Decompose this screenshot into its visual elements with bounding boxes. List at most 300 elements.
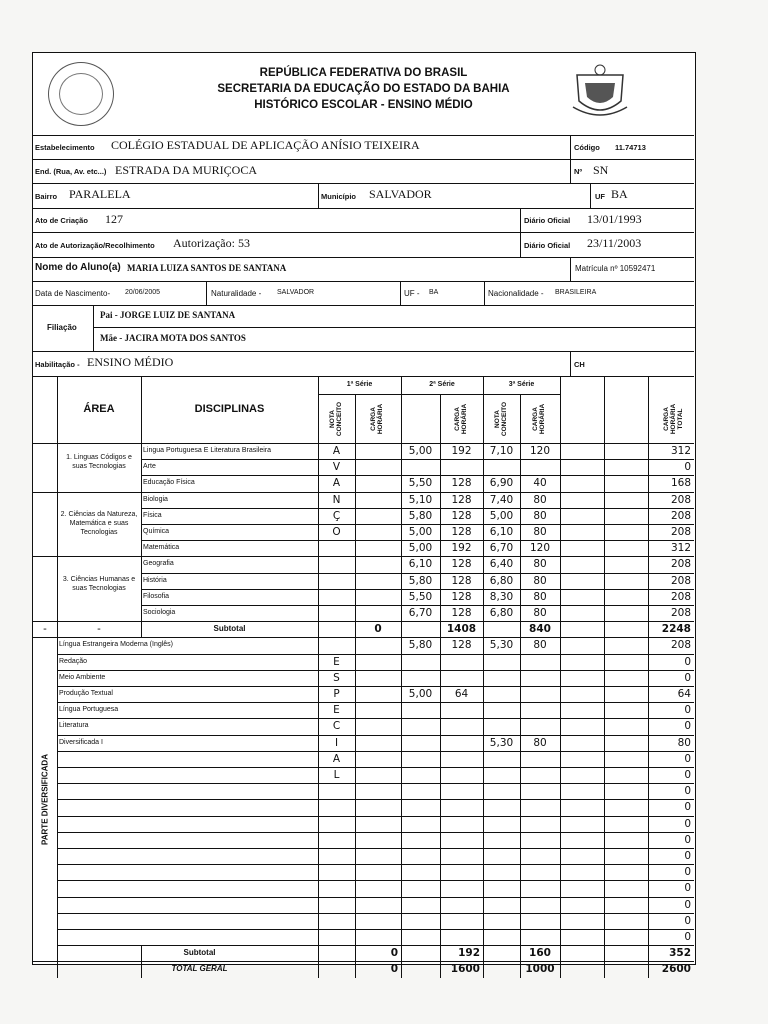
div-nota-serie-1: P (333, 688, 340, 700)
ato-autorizacao-label: Ato de Autorização/Recolhimento (35, 241, 155, 250)
total-geral-total: 2600 (661, 963, 691, 976)
nota-serie-3: 6,10 (489, 526, 514, 538)
discipline-name: Lingua Portuguesa E Literatura Brasileira (143, 447, 272, 454)
div-nota-serie-3 (483, 929, 520, 945)
col-line (520, 394, 521, 978)
area-label: 2. Ciências da Natureza, Matemática e suas Tecnologias (60, 511, 138, 536)
div-carga-serie-2 (440, 767, 483, 783)
estab-label: Estabelecimento (35, 143, 95, 152)
col-line (57, 376, 58, 978)
div-carga-serie-3 (520, 686, 560, 702)
nota-serie-2: 6,10 (408, 558, 433, 571)
carga-total: 208 (670, 493, 691, 506)
div-discipline-name: Língua Estrangeira Moderna (Inglês) (59, 641, 174, 649)
div-carga-total: 64 (677, 688, 691, 700)
filiacao-label: Filiação (47, 323, 77, 332)
div-discipline-name (57, 864, 318, 880)
nota-serie-3: 6,80 (489, 574, 514, 587)
div-row-line (57, 945, 694, 946)
habilitacao-label: Habilitação - (35, 360, 80, 369)
carga-serie-2: 128 (451, 526, 472, 538)
area-label: 3. Ciências Humanas e suas Tecnologias (62, 575, 136, 592)
div-carga-serie-2 (440, 929, 483, 945)
nota-serie-1: O (332, 526, 341, 538)
div-carga-serie-3 (520, 832, 560, 848)
div-discipline-name: Meio Ambiente (59, 673, 106, 681)
nota-serie-1 (318, 556, 355, 572)
div-carga-serie-3 (520, 799, 560, 815)
div-discipline-name (57, 751, 318, 767)
codigo-label: Código (574, 143, 600, 152)
nasc-label: Data de Nascimento- (35, 289, 111, 298)
nota-serie-2: 5,80 (408, 574, 433, 587)
nota-conceito-s3-header: NOTA CONCEITO (493, 401, 508, 436)
carga-serie-3 (520, 459, 560, 475)
carga-serie-3: 120 (529, 542, 551, 555)
row-line (141, 573, 694, 574)
div-discipline-name (57, 929, 318, 945)
nota-serie-2: 5,50 (408, 477, 433, 490)
row-line (141, 540, 694, 541)
col-line (141, 376, 142, 637)
div-nota-serie-3: 5,30 (489, 639, 514, 652)
discipline-name: Sociologia (143, 609, 176, 616)
nacionalidade-label: Nacionalidade - (488, 289, 544, 298)
div-carga-serie-2 (440, 718, 483, 734)
div-row-line (57, 751, 694, 752)
div-carga-serie-2 (440, 670, 483, 686)
div-nota-serie-1 (318, 880, 355, 896)
row-line (141, 475, 694, 476)
municipio-label: Município (321, 192, 356, 201)
nota-serie-1: Ç (332, 509, 341, 522)
carga-serie-3: 80 (533, 607, 547, 619)
serie-1-header: 1ª Série (346, 381, 373, 388)
div-discipline-name (57, 832, 318, 848)
div-carga-total: 0 (684, 785, 691, 798)
carga-total: 208 (670, 574, 691, 587)
div-carga-total: 80 (677, 736, 691, 749)
div-nota-serie-1: C (332, 720, 341, 733)
div-nota-serie-1: L (333, 769, 340, 781)
discipline-name: Educação Física (143, 479, 195, 487)
carga-serie-2: 128 (451, 493, 472, 506)
div-carga-serie-2 (440, 913, 483, 929)
div-nota-serie-2 (401, 735, 440, 751)
div-carga-serie-2 (440, 832, 483, 848)
codigo-value: 11.74713 (615, 143, 646, 152)
row-estabelecimento (33, 135, 694, 160)
div-discipline-name (57, 783, 318, 799)
discipline-name: Física (143, 511, 162, 519)
div-nota-serie-2 (401, 799, 440, 815)
end-label: End. (Rua, Av. etc...) (35, 167, 107, 176)
carga-horaria-s3-header: CARGA HORÁRIA (532, 403, 546, 434)
naturalidade-value: SALVADOR (277, 289, 315, 296)
div-carga-serie-3 (520, 670, 560, 686)
discipline-name: Biologia (143, 495, 168, 503)
div-nota-serie-3 (483, 686, 520, 702)
row-filiacao (33, 305, 694, 352)
div-row-line (57, 654, 694, 655)
subtotal2-total: 352 (669, 947, 691, 960)
nota-serie-1 (318, 540, 355, 556)
div-nota-serie-3 (483, 897, 520, 913)
subtotal2-serie-2: 192 (458, 947, 480, 960)
carga-total: 312 (670, 542, 691, 555)
div-row-line (57, 767, 694, 768)
parte-diversificada-label: PARTE DIVERSIFICADA (40, 754, 50, 846)
div-carga-serie-3 (520, 913, 560, 929)
subtotal-dash-2: - (97, 623, 101, 636)
area-header: ÁREA (83, 403, 115, 415)
discipline-name: Química (143, 528, 170, 535)
carga-total: 208 (670, 558, 691, 571)
div-carga-total: 0 (684, 655, 691, 668)
carga-total: 168 (670, 477, 691, 490)
div-nota-serie-2 (401, 751, 440, 767)
num-label: Nº (574, 167, 583, 176)
div-discipline-name: Redação (59, 657, 88, 665)
carga-serie-2: 192 (451, 445, 472, 457)
div-nota-serie-1 (318, 929, 355, 945)
div-nota-serie-1 (318, 913, 355, 929)
diario2-value: 23/11/2003 (587, 236, 642, 250)
div-nota-serie-2: 5,80 (408, 639, 433, 652)
nome-value: MARIA LUIZA SANTOS DE SANTANA (127, 263, 287, 273)
div-nota-serie-1: I (334, 736, 339, 749)
div-nota-serie-1 (318, 783, 355, 799)
div-discipline-name (57, 799, 318, 815)
div-carga-serie-2 (440, 735, 483, 751)
nota-serie-3: 6,90 (489, 477, 514, 490)
nota-serie-1 (318, 605, 355, 621)
div-carga-serie-2 (440, 897, 483, 913)
div-carga-serie-3: 80 (533, 736, 547, 749)
bairro-value: PARALELA (69, 187, 131, 201)
row-line (141, 605, 694, 606)
div-carga-total: 0 (684, 914, 691, 927)
div-nota-serie-1 (318, 848, 355, 864)
row-line (33, 556, 694, 557)
carga-serie-2: 128 (451, 558, 472, 571)
row-bairro (33, 183, 694, 209)
div-carga-serie-2 (440, 751, 483, 767)
diario1-label: Diário Oficial (524, 216, 571, 225)
nota-serie-2: 5,80 (408, 509, 433, 522)
row-ato-autorizacao (33, 232, 694, 258)
nota-serie-1 (318, 589, 355, 605)
num-value: SN (593, 163, 609, 177)
matricula: Matrícula nº 10592471 (575, 264, 656, 273)
div-discipline-name: Literatura (59, 722, 89, 730)
subtotal-label: Subtotal (213, 624, 246, 634)
row-ato-criacao (33, 208, 694, 233)
end-value: ESTRADA DA MURIÇOCA (115, 163, 258, 177)
div-discipline-name (57, 880, 318, 896)
header-line-1: REPÚBLICA FEDERATIVA DO BRASIL (259, 67, 468, 79)
mae-value: Mãe - JACIRA MOTA DOS SANTOS (100, 333, 246, 343)
subtotal2-serie-1: 0 (390, 947, 398, 960)
nota-serie-2: 5,10 (408, 493, 433, 506)
carga-serie-2: 128 (451, 574, 472, 587)
carga-serie-2 (440, 459, 483, 475)
div-nota-serie-3 (483, 832, 520, 848)
row-habilitacao (33, 351, 694, 377)
div-nota-serie-2 (401, 832, 440, 848)
div-nota-serie-1 (318, 832, 355, 848)
div-discipline-name (57, 767, 318, 783)
div-top-line (33, 637, 694, 638)
area-label: 1. Linguas Códigos e suas Tecnologias (66, 454, 132, 471)
div-row-line (57, 718, 694, 719)
header-line-2: SECRETARIA DA EDUCAÇÃO DO ESTADO DA BAHIA (217, 83, 510, 95)
carga-serie-3: 80 (533, 509, 547, 522)
div-carga-total: 0 (684, 752, 691, 765)
total-geral-serie-2: 1600 (450, 963, 480, 976)
div-nota-serie-1: A (332, 752, 341, 765)
div-nota-serie-3 (483, 670, 520, 686)
div-carga-serie-3 (520, 718, 560, 734)
uf-label: UF (595, 192, 605, 201)
nota-serie-2: 5,50 (408, 590, 433, 603)
nota-serie-1: A (332, 477, 341, 490)
col-line (440, 394, 441, 978)
municipio-value: SALVADOR (369, 187, 432, 201)
div-carga-total: 0 (684, 866, 691, 879)
header-bottom-line (33, 443, 694, 444)
div-nota-serie-3 (483, 880, 520, 896)
carga-serie-2: 128 (451, 590, 472, 603)
div-discipline-name (57, 848, 318, 864)
div-carga-serie-2 (440, 783, 483, 799)
carga-serie-2: 128 (451, 607, 472, 619)
div-carga-total: 208 (670, 639, 691, 652)
total-line (33, 961, 694, 962)
nota-serie-1: V (332, 461, 341, 474)
div-carga-serie-2 (440, 848, 483, 864)
nota-serie-1: A (332, 445, 341, 457)
nota-serie-3 (483, 459, 520, 475)
carga-serie-3: 80 (533, 590, 547, 603)
header-line-3: HISTÓRICO ESCOLAR - ENSINO MÉDIO (254, 99, 473, 111)
div-carga-total: 0 (684, 769, 691, 781)
nota-serie-3: 7,40 (489, 493, 514, 506)
div-carga-serie-3 (520, 751, 560, 767)
serie-3-header: 3ª Série (508, 381, 535, 388)
uf-aluno-label: UF - (404, 289, 420, 298)
carga-serie-3: 120 (529, 445, 551, 457)
subtotal-serie-1: 0 (374, 623, 382, 636)
div-row-line (57, 864, 694, 865)
div-carga-serie-3 (520, 654, 560, 670)
carga-total: 208 (670, 526, 691, 538)
div-discipline-name (57, 913, 318, 929)
div-nota-serie-2 (401, 848, 440, 864)
div-row-line (57, 832, 694, 833)
div-nota-serie-3 (483, 816, 520, 832)
total-geral-serie-3: 1000 (525, 963, 555, 976)
document-header (33, 53, 694, 136)
subtotal-serie-2: 1408 (446, 623, 477, 636)
diario1-value: 13/01/1993 (587, 212, 642, 226)
carga-serie-2: 128 (451, 509, 472, 522)
div-carga-serie-3 (520, 783, 560, 799)
div-discipline-name: Diversificada I (59, 738, 103, 746)
div-row-line (57, 897, 694, 898)
div-nota-serie-1 (318, 864, 355, 880)
div-nota-serie-2 (401, 670, 440, 686)
div-nota-serie-2 (401, 767, 440, 783)
ato-autorizacao-value: Autorização: 53 (173, 236, 250, 250)
col-line (401, 376, 402, 978)
subtotal-total: 2248 (661, 623, 691, 636)
nota-serie-2: 5,00 (408, 526, 433, 538)
div-carga-serie-2 (440, 799, 483, 815)
div-row-line (57, 735, 694, 736)
carga-serie-3: 80 (533, 558, 547, 571)
nota-conceito-s1-header: NOTA CONCEITO (328, 401, 343, 436)
div-carga-serie-3 (520, 848, 560, 864)
div-nota-serie-2 (401, 718, 440, 734)
div-carga-serie-2 (440, 880, 483, 896)
div-nota-serie-2 (401, 783, 440, 799)
naturalidade-label: Naturalidade - (211, 289, 262, 298)
div-discipline-name (57, 897, 318, 913)
div-carga-total: 0 (684, 704, 691, 717)
div-nota-serie-2: 5,00 (408, 688, 433, 700)
div-carga-serie-3 (520, 767, 560, 783)
discipline-name: História (143, 576, 167, 584)
div-carga-serie-3 (520, 897, 560, 913)
discipline-name: Geografia (143, 560, 174, 568)
div-carga-total: 0 (684, 671, 691, 684)
col-line (355, 394, 356, 978)
div-nota-serie-3: 5,30 (489, 736, 514, 749)
nasc-value: 20/06/2005 (125, 289, 161, 296)
school-transcript (32, 52, 696, 976)
div-nota-serie-2 (401, 654, 440, 670)
div-carga-total: 0 (684, 898, 691, 911)
subtotal-serie-3: 840 (529, 623, 551, 636)
div-row-line (57, 848, 694, 849)
div-carga-total: 0 (684, 931, 691, 943)
div-carga-total: 0 (684, 850, 691, 862)
div-nota-serie-3 (483, 799, 520, 815)
div-carga-total: 0 (684, 833, 691, 846)
carga-total: 208 (670, 607, 691, 619)
div-row-line (57, 816, 694, 817)
nome-label: Nome do Aluno(a) (35, 262, 121, 273)
carga-total: 0 (684, 461, 691, 474)
carga-horaria-s1-header: CARGA HORÁRIA (370, 403, 384, 434)
col-line (560, 376, 561, 978)
div-nota-serie-2 (401, 897, 440, 913)
col-line (318, 376, 319, 978)
subtotal2-serie-3: 160 (529, 947, 551, 960)
subtotal-dash-1: - (43, 623, 47, 636)
div-nota-serie-3 (483, 767, 520, 783)
div-carga-serie-3: 80 (533, 639, 547, 652)
div-nota-serie-1 (318, 637, 355, 653)
estab-value: COLÉGIO ESTADUAL DE APLICAÇÃO ANÍSIO TEIXEIRA (111, 138, 420, 152)
div-nota-serie-3 (483, 864, 520, 880)
div-row-line (57, 702, 694, 703)
div-row-line (57, 913, 694, 914)
total-geral-label: TOTAL GERAL (171, 964, 228, 974)
col-line (141, 945, 142, 977)
div-nota-serie-2 (401, 929, 440, 945)
row-line (33, 492, 694, 493)
div-nota-serie-2 (401, 913, 440, 929)
div-carga-serie-3 (520, 702, 560, 718)
div-nota-serie-3 (483, 848, 520, 864)
div-discipline-name (57, 816, 318, 832)
discipline-name: Filosofia (143, 592, 170, 600)
div-row-line (57, 686, 694, 687)
div-nota-serie-1 (318, 897, 355, 913)
div-row-line (57, 880, 694, 881)
div-nota-serie-1: E (333, 655, 340, 668)
nota-serie-3: 7,10 (489, 445, 514, 457)
div-carga-total: 0 (684, 720, 691, 733)
div-nota-serie-3 (483, 718, 520, 734)
div-carga-serie-2 (440, 864, 483, 880)
div-nota-serie-1 (318, 799, 355, 815)
div-carga-total: 0 (684, 801, 691, 814)
nota-serie-1: N (332, 493, 341, 506)
nota-serie-3: 6,40 (489, 558, 514, 571)
col-line (483, 376, 484, 978)
carga-serie-3: 80 (533, 526, 547, 538)
div-carga-serie-2: 128 (451, 639, 472, 652)
div-carga-serie-2 (440, 816, 483, 832)
bairro-label: Bairro (35, 192, 58, 201)
carga-serie-3: 40 (533, 477, 547, 490)
carga-serie-2: 128 (451, 477, 472, 490)
habilitacao-value: ENSINO MÉDIO (87, 355, 174, 369)
row-line (141, 589, 694, 590)
row-line (141, 459, 694, 460)
row-line (141, 508, 694, 509)
div-carga-serie-3 (520, 929, 560, 945)
div-nota-serie-3 (483, 751, 520, 767)
carga-total: 208 (670, 509, 691, 522)
pai-value: Pai - JORGE LUIZ DE SANTANA (100, 310, 236, 320)
div-row-line (57, 670, 694, 671)
coat-of-arms-icon (569, 63, 631, 121)
carga-serie-3: 80 (533, 574, 547, 587)
disciplinas-header: DISCIPLINAS (194, 403, 265, 415)
nota-serie-2: 5,00 (408, 542, 433, 555)
div-row-line (57, 783, 694, 784)
col-line (604, 376, 605, 978)
subtotal2-label: Subtotal (183, 948, 216, 958)
row-nascimento (33, 281, 694, 306)
nota-serie-3: 8,30 (489, 590, 514, 603)
div-carga-serie-3 (520, 816, 560, 832)
div-carga-total: 0 (684, 882, 691, 895)
carga-serie-2: 192 (451, 542, 472, 555)
carga-total: 208 (670, 590, 691, 603)
div-nota-serie-3 (483, 783, 520, 799)
nota-serie-2: 6,70 (408, 607, 433, 619)
serie-2-header: 2ª Série (429, 381, 455, 388)
div-nota-serie-3 (483, 913, 520, 929)
div-carga-serie-2: 64 (454, 688, 469, 700)
div-nota-serie-3 (483, 702, 520, 718)
diario2-label: Diário Oficial (524, 241, 571, 250)
